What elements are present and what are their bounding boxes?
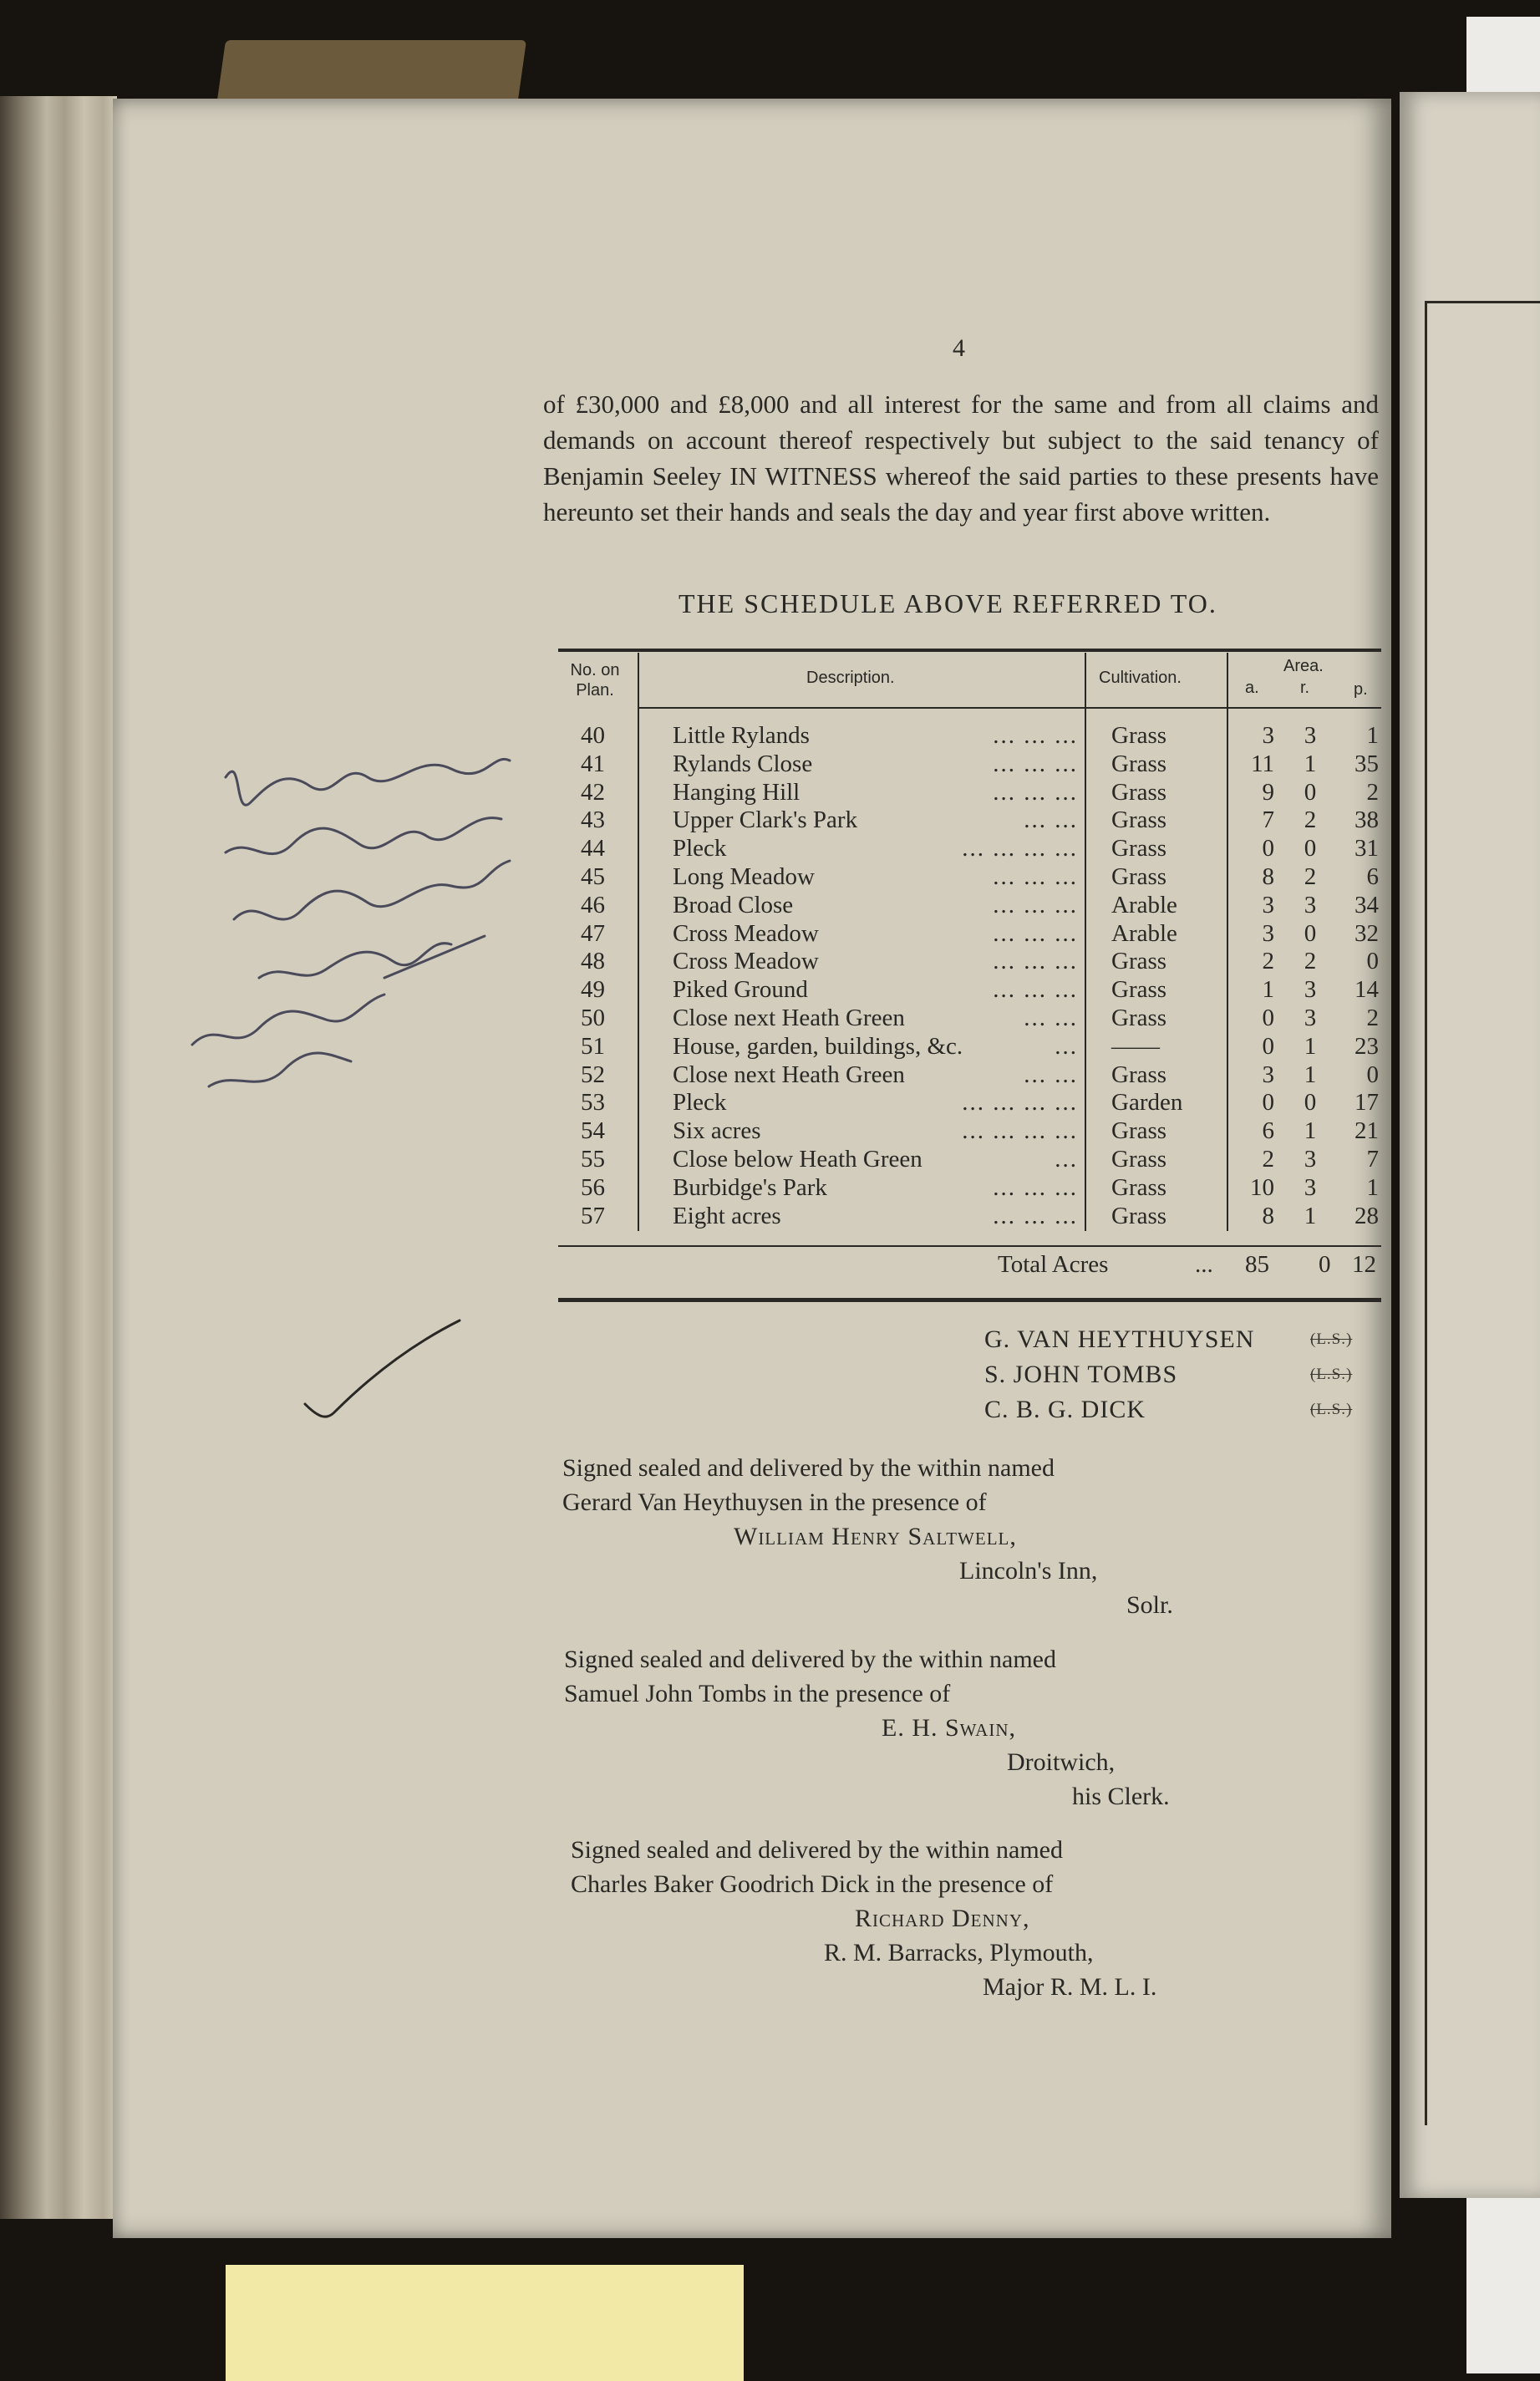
- parcel-description: Cross Meadow: [673, 948, 819, 975]
- witness-address: Droitwich,: [1007, 1748, 1116, 1776]
- plan-number: 54: [581, 1117, 605, 1145]
- area-acres: 9: [1262, 778, 1274, 806]
- parcel-description: Piked Ground: [673, 976, 808, 1004]
- table-row: [0, 1174, 1540, 1203]
- plan-number: 43: [581, 806, 605, 834]
- attestation-line: Charles Baker Goodrich Dick in the presence of: [571, 1870, 1054, 1898]
- area-acres: 0: [1262, 1004, 1274, 1031]
- header-acres: a.: [1245, 679, 1259, 697]
- leader-dots: ... ...: [1024, 806, 1078, 834]
- area-acres: 10: [1250, 1173, 1274, 1201]
- area-perches: 7: [1366, 1145, 1379, 1173]
- table-top-rule: [558, 649, 1381, 652]
- area-roods: 1: [1304, 1202, 1317, 1229]
- parcel-description: Pleck: [673, 1089, 727, 1117]
- schedule-title: THE SCHEDULE ABOVE REFERRED TO.: [679, 588, 1217, 618]
- header-roods: r.: [1300, 679, 1310, 697]
- cultivation: Grass: [1111, 835, 1167, 862]
- plan-number: 56: [581, 1173, 605, 1201]
- sticky-note: [226, 2265, 744, 2381]
- header-area: Area.: [1283, 657, 1324, 675]
- plan-number: 48: [581, 948, 605, 975]
- total-rule: [558, 1298, 1381, 1302]
- cultivation: Grass: [1111, 1061, 1167, 1088]
- parcel-description: Close below Heath Green: [673, 1145, 922, 1173]
- header-perches: p.: [1354, 680, 1368, 699]
- area-acres: 3: [1262, 722, 1274, 749]
- leader-dots: ... ... ...: [993, 750, 1078, 777]
- area-roods: 3: [1304, 976, 1317, 1004]
- area-roods: 1: [1304, 1032, 1317, 1060]
- signatories: [984, 1322, 1353, 1427]
- plan-number: 53: [581, 1089, 605, 1117]
- plan-number: 51: [581, 1032, 605, 1060]
- leader-dots: ... ... ...: [993, 948, 1078, 975]
- area-perches: 21: [1354, 1117, 1379, 1145]
- leader-dots: ... ... ...: [993, 778, 1078, 806]
- cultivation: Grass: [1111, 750, 1167, 777]
- leader-dots: ... ... ...: [993, 919, 1078, 947]
- parcel-description: Close next Heath Green: [673, 1004, 905, 1031]
- plan-number: 49: [581, 976, 605, 1004]
- cultivation: Grass: [1111, 806, 1167, 834]
- parcel-description: Pleck: [673, 835, 727, 862]
- cultivation: Grass: [1111, 948, 1167, 975]
- area-perches: 34: [1354, 891, 1379, 918]
- area-roods: 0: [1304, 919, 1317, 947]
- total-acres: 85: [1245, 1251, 1269, 1278]
- cultivation: Arable: [1111, 919, 1177, 947]
- area-roods: 1: [1304, 1061, 1317, 1088]
- area-roods: 0: [1304, 1089, 1317, 1117]
- area-roods: 2: [1304, 948, 1317, 975]
- leader-dots: ... ... ... ...: [962, 835, 1078, 862]
- signatory-line: [984, 1357, 1353, 1392]
- total-roods: 0: [1319, 1251, 1331, 1278]
- witness-title: Major R. M. L. I.: [983, 1973, 1157, 2001]
- area-acres: 7: [1262, 806, 1274, 834]
- area-roods: 2: [1304, 862, 1317, 890]
- leader-dots: ... ... ...: [993, 722, 1078, 749]
- parcel-description: Cross Meadow: [673, 919, 819, 947]
- cultivation: Grass: [1111, 778, 1167, 806]
- signatory-line: [984, 1322, 1353, 1357]
- leader-dots: ... ... ... ...: [962, 1117, 1078, 1145]
- witness-name: E. H. Swain,: [882, 1714, 1016, 1742]
- witness-address: Lincoln's Inn,: [959, 1557, 1098, 1585]
- parcel-description: House, garden, buildings, &c.: [673, 1032, 963, 1060]
- parcel-description: Rylands Close: [673, 750, 813, 777]
- area-perches: 28: [1354, 1202, 1379, 1229]
- area-acres: 11: [1251, 750, 1274, 777]
- area-roods: 0: [1304, 778, 1317, 806]
- cultivation: ——: [1111, 1032, 1160, 1060]
- area-acres: 0: [1262, 835, 1274, 862]
- leader-dots: ... ... ...: [993, 891, 1078, 918]
- area-roods: 1: [1304, 750, 1317, 777]
- plan-number: 44: [581, 835, 605, 862]
- leader-dots: ... ... ...: [993, 1173, 1078, 1201]
- parcel-description: Close next Heath Green: [673, 1061, 905, 1088]
- plan-number: 55: [581, 1145, 605, 1173]
- total-leader-dots: ...: [1195, 1251, 1213, 1278]
- area-perches: 6: [1366, 862, 1379, 890]
- attestation-line: Signed sealed and delivered by the within named: [571, 1836, 1063, 1864]
- area-acres: 2: [1262, 1145, 1274, 1173]
- plan-number: 41: [581, 750, 605, 777]
- leader-dots: ... ... ...: [993, 1202, 1078, 1229]
- area-perches: 2: [1366, 778, 1379, 806]
- area-perches: 38: [1354, 806, 1379, 834]
- header-description: Description.: [806, 669, 895, 687]
- parcel-description: Broad Close: [673, 891, 794, 918]
- parcel-description: Long Meadow: [673, 862, 815, 890]
- seal-mark: (L.S.): [1310, 1401, 1353, 1418]
- witness-address: R. M. Barracks, Plymouth,: [824, 1939, 1094, 1966]
- area-perches: 0: [1366, 948, 1379, 975]
- parcel-description: Hanging Hill: [673, 778, 800, 806]
- attestation-block: [562, 1451, 1173, 1622]
- attestation-line: Signed sealed and delivered by the within named: [564, 1646, 1056, 1673]
- witness-name: Richard Denny,: [855, 1905, 1030, 1932]
- cultivation: Grass: [1111, 1145, 1167, 1173]
- area-roods: 3: [1304, 891, 1317, 918]
- cultivation: Grass: [1111, 1117, 1167, 1145]
- table-row: [0, 1146, 1540, 1174]
- area-acres: 3: [1262, 919, 1274, 947]
- area-perches: 2: [1366, 1004, 1379, 1031]
- plan-number: 52: [581, 1061, 605, 1088]
- area-acres: 2: [1262, 948, 1274, 975]
- plan-number: 45: [581, 862, 605, 890]
- leader-dots: ...: [1055, 1145, 1078, 1173]
- area-perches: 23: [1354, 1032, 1379, 1060]
- deed-closing-paragraph: of £30,000 and £8,000 and all interest for the same and from all claims and demands on account thereof respectively but subject to the said tenancy of Benjamin Seeley IN WITNESS whereof the said parties to these presents have hereunto set their hands and seals the day and year first above written.: [543, 389, 1379, 527]
- parcel-description: Little Rylands: [673, 722, 810, 749]
- area-acres: 6: [1262, 1117, 1274, 1145]
- area-perches: 35: [1354, 750, 1379, 777]
- total-label: Total Acres: [998, 1251, 1109, 1278]
- cultivation: Grass: [1111, 1173, 1167, 1201]
- leader-dots: ...: [1055, 1032, 1078, 1060]
- cultivation: Grass: [1111, 862, 1167, 890]
- parcel-description: Upper Clark's Park: [673, 806, 858, 834]
- binding-tab: [217, 40, 526, 100]
- area-perches: 1: [1366, 722, 1379, 749]
- area-acres: 0: [1262, 1032, 1274, 1060]
- cultivation: Garden: [1111, 1089, 1183, 1117]
- plan-number: 46: [581, 891, 605, 918]
- area-roods: 3: [1304, 1173, 1317, 1201]
- plan-number: 50: [581, 1004, 605, 1031]
- header-cultivation: Cultivation.: [1099, 669, 1182, 687]
- area-perches: 17: [1354, 1089, 1379, 1117]
- seal-mark: (L.S.): [1310, 1366, 1353, 1383]
- table-row: [0, 1203, 1540, 1231]
- area-roods: 2: [1304, 806, 1317, 834]
- cultivation: Grass: [1111, 976, 1167, 1004]
- cultivation: Grass: [1111, 1004, 1167, 1031]
- attestation-line: Samuel John Tombs in the presence of: [564, 1680, 951, 1707]
- seal-mark: (L.S.): [1310, 1330, 1353, 1348]
- cultivation: Grass: [1111, 1202, 1167, 1229]
- total-perches: 12: [1352, 1251, 1376, 1278]
- attestation-block: [564, 1642, 1170, 1814]
- leader-dots: ... ... ...: [993, 976, 1078, 1004]
- cultivation: Arable: [1111, 891, 1177, 918]
- attestation-line: Signed sealed and delivered by the within named: [562, 1454, 1055, 1482]
- cultivation: Grass: [1111, 722, 1167, 749]
- parcel-description: Burbidge's Park: [673, 1173, 827, 1201]
- attestation-line: Gerard Van Heythuysen in the presence of: [562, 1488, 987, 1516]
- pencil-tick-mark: [301, 1312, 468, 1429]
- pencil-annotation-scribble: [175, 719, 543, 1112]
- signatory-name: S. JOHN TOMBS: [984, 1361, 1178, 1388]
- area-acres: 3: [1262, 1061, 1274, 1088]
- area-acres: 1: [1262, 976, 1274, 1004]
- witness-name: William Henry Saltwell,: [734, 1523, 1017, 1550]
- page-number: 4: [953, 334, 965, 362]
- signatory-name: C. B. G. DICK: [984, 1396, 1146, 1423]
- leader-dots: ... ... ... ...: [962, 1089, 1078, 1117]
- area-roods: 3: [1304, 1145, 1317, 1173]
- area-acres: 8: [1262, 1202, 1274, 1229]
- area-roods: 1: [1304, 1117, 1317, 1145]
- witness-title: Solr.: [1126, 1591, 1173, 1619]
- plan-number: 40: [581, 722, 605, 749]
- area-roods: 3: [1304, 722, 1317, 749]
- area-perches: 14: [1354, 976, 1379, 1004]
- signatory-name: G. VAN HEYTHUYSEN: [984, 1325, 1255, 1353]
- area-acres: 8: [1262, 862, 1274, 890]
- area-roods: 3: [1304, 1004, 1317, 1031]
- leader-dots: ... ...: [1024, 1061, 1078, 1088]
- table-header-rule: [639, 707, 1381, 709]
- plan-number: 47: [581, 919, 605, 947]
- area-acres: 3: [1262, 891, 1274, 918]
- area-perches: 31: [1354, 835, 1379, 862]
- header-no-on-plan: No. on Plan.: [570, 661, 620, 700]
- table-bottom-rule: [558, 1245, 1381, 1247]
- parcel-description: Six acres: [673, 1117, 761, 1145]
- witness-title: his Clerk.: [1072, 1783, 1170, 1810]
- area-perches: 32: [1354, 919, 1379, 947]
- area-perches: 1: [1366, 1173, 1379, 1201]
- plan-number: 42: [581, 778, 605, 806]
- leader-dots: ... ... ...: [993, 862, 1078, 890]
- area-perches: 0: [1366, 1061, 1379, 1088]
- signatory-line: [984, 1392, 1353, 1427]
- area-roods: 0: [1304, 835, 1317, 862]
- area-acres: 0: [1262, 1089, 1274, 1117]
- table-row: [0, 1117, 1540, 1146]
- leader-dots: ... ...: [1024, 1004, 1078, 1031]
- plan-number: 57: [581, 1202, 605, 1229]
- parcel-description: Eight acres: [673, 1202, 781, 1229]
- attestation-block: [571, 1833, 1156, 2004]
